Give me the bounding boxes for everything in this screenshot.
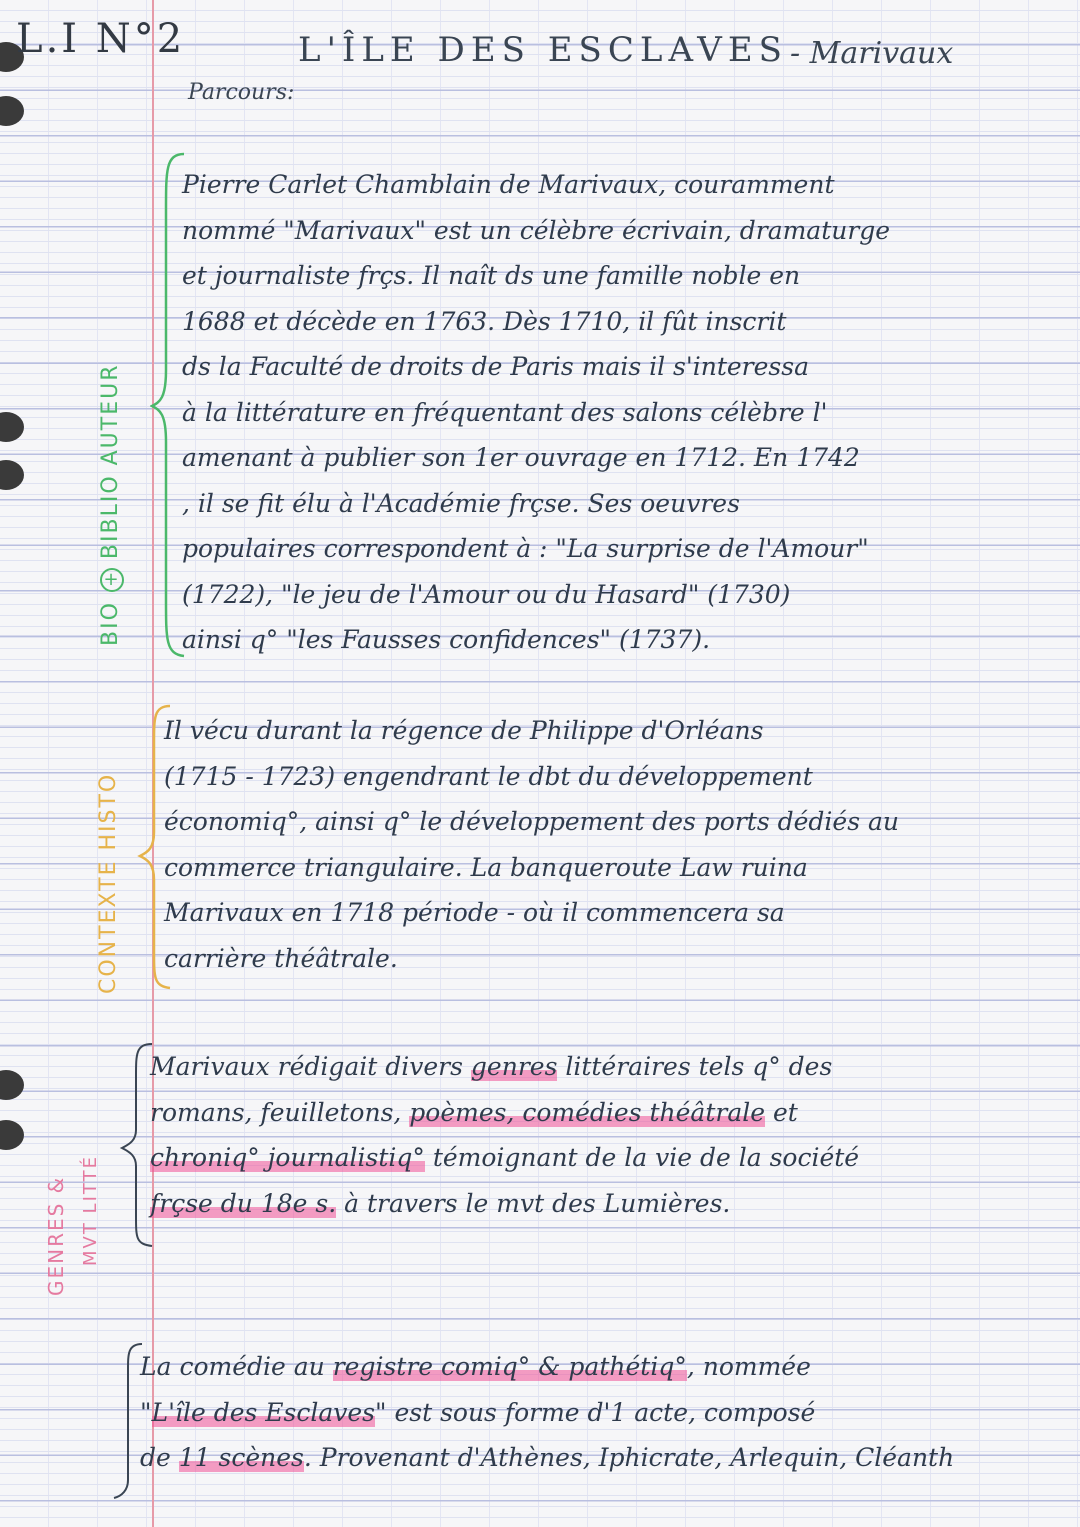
text-line: commerce triangulaire. La banqueroute Law ruina [164, 852, 808, 882]
text-line: carrière théâtrale. [164, 943, 398, 973]
text-line: ds la Faculté de droits de Paris mais il s'interessa [182, 352, 809, 381]
text-line [150, 1044, 859, 1090]
highlighted-text: frçse du 18e s. [150, 1188, 337, 1218]
text-run: et [765, 1097, 798, 1127]
text-line: Il vécu durant la régence de Philippe d'Orléans [164, 716, 764, 745]
plus-icon: + [100, 568, 124, 592]
text-run: littéraires tels q° des [557, 1052, 833, 1081]
text-line: ainsi q° "les Fausses confidences" (1737). [182, 625, 711, 654]
text-line: 1688 et décède en 1763. Dès 1710, il fût inscrit [182, 306, 787, 336]
binder-hole [0, 460, 24, 490]
text-run: romans, feuilletons, [150, 1097, 410, 1127]
text-line: (1715 - 1723) engendrant le dbt du développement [164, 761, 813, 791]
text-line: amenant à publier son 1er ouvrage en 1712. En 1742 [182, 443, 860, 472]
highlighted-text: registre comiq° & pathétiq° [332, 1352, 687, 1381]
page-title: L'ÎLE DES ESCLAVES [298, 30, 788, 70]
text-line [150, 1090, 859, 1136]
margin-label-genres: GENRES & [44, 1175, 68, 1296]
text-line: à la littérature en fréquentant des salons célèbre l' [182, 397, 828, 427]
text-line: (1722), "le jeu de l'Amour ou du Hasard" (1730) [182, 579, 791, 609]
binder-hole [0, 412, 24, 442]
highlighted-text: genres [470, 1052, 558, 1081]
margin-label-mvt: MVT LITTÉ [80, 1155, 101, 1266]
highlighted-text: poèmes, comédies théâtrale [409, 1097, 766, 1127]
lesson-ref: L.I N°2 [16, 16, 186, 62]
paragraph-histo [164, 708, 899, 981]
parcours-label: Parcours: [188, 80, 295, 105]
text-run: , nommée [686, 1352, 811, 1381]
text-line: économiq°, ainsi q° le développement des ports dédiés au [164, 807, 899, 836]
text-line: populaires correspondent à : "La surprise de l'Amour" [182, 534, 869, 563]
text-run: La comédie au [140, 1352, 333, 1381]
page-author: - Marivaux [790, 36, 954, 71]
text-line [140, 1390, 954, 1436]
text-line: , il se fit élu à l'Académie frçse. Ses oeuvres [182, 488, 740, 518]
text-line [140, 1344, 954, 1390]
paragraph-comedie [140, 1344, 954, 1481]
label-biblio-auteur: BIBLIO AUTEUR [98, 363, 123, 560]
margin-label-histo: CONTEXTE HISTO [96, 772, 121, 994]
text-run: " [140, 1397, 152, 1427]
text-line: Marivaux en 1718 période - où il commencera sa [164, 898, 785, 927]
binder-hole [0, 96, 24, 126]
text-line: nommé "Marivaux" est un célèbre écrivain, dramaturge [182, 215, 891, 245]
margin-label-bio [98, 363, 124, 646]
highlighted-text: 11 scènes [178, 1443, 304, 1472]
text-line: et journaliste frçs. Il naît ds une famille noble en [182, 261, 801, 290]
text-line [140, 1435, 954, 1481]
text-line [150, 1135, 859, 1181]
text-run: témoignant de la vie de la société [424, 1143, 860, 1172]
binder-hole [0, 1120, 24, 1150]
binder-hole [0, 1070, 24, 1100]
label-bio: BIO [98, 601, 123, 646]
highlighted-text: L'île des Esclaves [151, 1397, 376, 1427]
highlighted-text: chroniq° journalistiq° [150, 1143, 425, 1172]
text-run: " est sous forme d'1 acte, composé [375, 1397, 816, 1427]
text-line [150, 1181, 859, 1227]
text-run: à travers le mvt des Lumières. [336, 1188, 731, 1218]
text-line: Pierre Carlet Chamblain de Marivaux, couramment [182, 170, 835, 199]
paragraph-genres [150, 1044, 859, 1226]
paragraph-bio [182, 162, 890, 663]
text-run: de [140, 1443, 179, 1472]
text-run: . Provenant d'Athènes, Iphicrate, Arlequin, Cléanth [303, 1443, 955, 1472]
text-run: Marivaux rédigait divers [150, 1052, 471, 1081]
